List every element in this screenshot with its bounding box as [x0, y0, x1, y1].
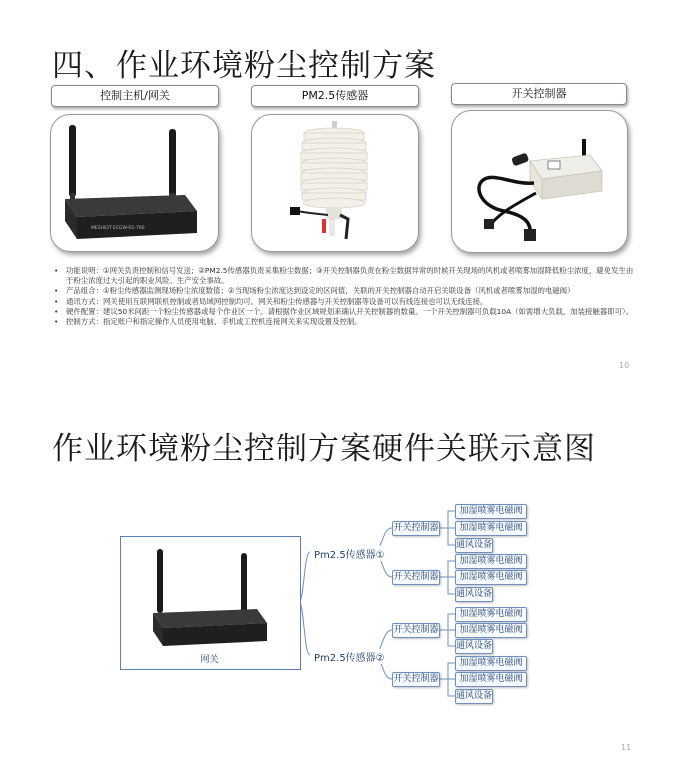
gateway-device-image — [121, 537, 300, 669]
gateway-node — [120, 536, 301, 670]
device-node: 通风设备 — [455, 689, 493, 704]
gateway-label: 网关 — [200, 655, 219, 665]
device-node: 通风设备 — [455, 538, 493, 553]
page-title: 四、作业环境粉尘控制方案 — [52, 48, 436, 84]
device-node: 通风设备 — [455, 587, 493, 602]
device-node: 通风设备 — [455, 639, 493, 654]
device-node: 加湿喷雾电磁阀 — [455, 504, 527, 519]
device-node: 加湿喷雾电磁阀 — [455, 521, 527, 536]
label-gateway: 控制主机/网关 — [51, 85, 219, 107]
device-node: 加湿喷雾电磁阀 — [455, 656, 527, 671]
note-item: • 硬件配置：建议50米间距一个粉尘传感器或每个作业区一个。请根据作业区域规划来确认开关控制器的数量。一个开关控制器可负载10A（如需增大负载，加装接触器即可）。 — [54, 307, 634, 317]
gateway-model-text: MESHIOT ECGW-R1-760 — [91, 226, 145, 231]
device-node: 加湿喷雾电磁阀 — [455, 623, 527, 638]
device-node: 加湿喷雾电磁阀 — [455, 554, 527, 569]
page-number: 10 — [619, 361, 630, 370]
note-item: • 功能说明：①网关负责控制和信号发送；②PM2.5传感器负责采集粉尘数据；③开关控制器负责在粉尘数据异常的时候开关现场的风机或者喷雾加湿降低粉尘浓度，避免发生由于粉尘浓度过大引起的职业风险、生产安全事故。 — [54, 266, 634, 286]
note-item: • 产品组合：①粉尘传感器监测现场粉尘浓度数值；②当现场粉尘浓度达到设定的区间值，关联的开关控制器自动开启关联设备（风机或者喷雾加湿的电磁阀） — [54, 286, 634, 296]
pm25-sensor-1: Pm2.5传感器① — [312, 546, 387, 561]
note-item: • 通讯方式：网关使用互联网联机控制或者局域网控制均可。网关和粉尘传感器与开关控制器等设备可以有线连接也可以无线连接。 — [54, 297, 634, 307]
label-pm25-sensor: PM2.5传感器 — [251, 85, 419, 107]
pm25-sensor-2: Pm2.5传感器② — [312, 649, 387, 664]
switch-controller-node: 开关控制器 — [392, 672, 440, 687]
diagram-title: 作业环境粉尘控制方案硬件关联示意图 — [52, 431, 596, 467]
switch-controller-node: 开关控制器 — [392, 570, 440, 585]
device-node: 加湿喷雾电磁阀 — [455, 672, 527, 687]
note-item: • 控制方式：指定账户和指定操作人员使用电脑、手机或工控机连接网关来实现设置及控制。 — [54, 317, 634, 327]
label-switch-controller: 开关控制器 — [451, 83, 627, 105]
device-node: 加湿喷雾电磁阀 — [455, 607, 527, 622]
switch-controller-node: 开关控制器 — [392, 521, 440, 536]
device-node: 加湿喷雾电磁阀 — [455, 570, 527, 585]
switch-controller-node: 开关控制器 — [392, 623, 440, 638]
page-number: 11 — [621, 743, 632, 752]
